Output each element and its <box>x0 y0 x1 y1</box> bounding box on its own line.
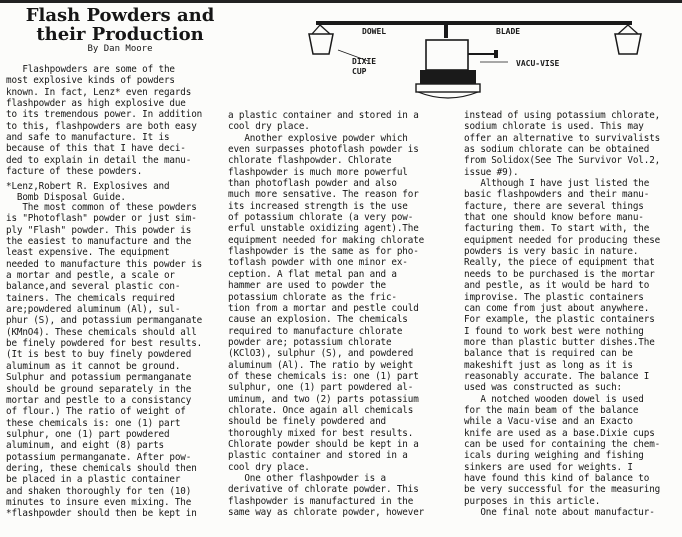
label-dixie: DIXIE <box>352 57 377 66</box>
dowel-beam <box>316 21 632 25</box>
left-cup <box>309 34 333 54</box>
footnote: *Lenz,Robert R. Explosives and Bomb Disposal Guide. <box>6 181 170 204</box>
column-3: instead of using potassium chlorate, sodium chlorate is used. This may offer an alternative to survivalists as sodium chlorate can be obtained from Solidox(See The Survivor Vol.2, issue #9). Although I have just listed the basic flashpowders and their manu- facture, there are several things that one should know before manu- facturing them. To start with, the equipment needed for producing these powders is very basic in nature. Really, the piece of equipment that needs to be purchased is the mortar and pestle, as it would be hard to improvise. The plastic containers can come from just about anywhere. For example, the plastic containers I found to work best were nothing more than plastic butter dishes.The balance that is required can be makeshift just as long as it is reasonably accurate. The balance I used was constructed as such: A notched wooden dowel is used for the main beam of the balance while a Vacu-vise and an Exacto knife are used as a base.Dixie cups can be used for containing the chem- icals during weighing and fishing sinkers are used for weights. I have found this kind of balance to be very successful for the measuring purposes in this article. One final note about manufactur- <box>464 110 661 519</box>
right-cup <box>615 34 641 54</box>
label-blade: BLADE <box>496 27 521 36</box>
label-dowel: DOWEL <box>362 27 387 36</box>
label-cup: CUP <box>352 67 367 76</box>
top-rule <box>0 0 682 3</box>
column-1-intro: Flashpowders are some of the most explosive kinds of powders known. In fact, Lenz* even regards flashpowder as high explosive due to its tremendous power. In addition to this, flashpowders are both easy and safe to manufacture. It is because of this that I have deci- ded to explain in detail the manu- facture of these powders. <box>6 64 203 178</box>
column-1-body: The most common of these powders is "Photoflash" powder or just sim- ply "Flash" powder. This powder is the easiest to manufacture and the least expensive. The equipment needed to manufacture this powder is a mortar and pestle, a scale or balance,and several plastic con- tainers. The chemicals required are;powdered aluminum (Al), sul- phur (S), and potassium permanganate (KMnO4). These chemicals should all be finely powdered for best results. (It is best to buy finely powdered aluminum as it cannot be ground. Sulphur and potassium permanganate should be ground separately in the mortar and pestle to a consistancy of flour.) The ratio of weight of these chemicals is: one (1) part sulphur, one (1) part powdered aluminum, and eight (8) parts potassium permanganate. After pow- dering, these chemicals should then be placed in a plastic container and shaken thoroughly for ten (10) minutes to insure even mixing. The *flashpowder should then be kept in <box>6 202 203 520</box>
column-2: a plastic container and stored in a cool dry place. Another explosive powder which even surpasses photoflash powder is chlorate flashpowder. Chlorate flashpowder is much more powerful than photoflash powder and also much more sensative. The reason for its increased strength is the use of potassium chlorate (a very pow- erful unstable oxidizing agent).The equipment needed for making chlorate flashpowder is the same as for pho- toflash powder with one minor ex- ception. A flat metal pan and a hammer are used to powder the potassium chlorate as the fric- tion from a mortar and pestle could cause an explosion. The chemicals required to manufacture chlorate powder are; potassium chlorate (KClO3), sulphur (S), and powdered aluminum (Al). The ratio by weight of these chemicals is: one (1) part sulphur, one (1) part powdered al- uminum, and two (2) parts potassium chlorate. Once again all chemicals should be finely powdered and thoroughly mixed for best results. Chlorate powder should be kept in a plastic container and stored in a cool dry place. One other flashpowder is a derivative of chlorate powder. This flashpowder is manufactured in the same way as chlorate powder, however <box>228 110 425 519</box>
article-byline: By Dan Moore <box>87 44 153 54</box>
blade <box>444 25 448 38</box>
vacu-vise <box>416 40 498 98</box>
balance-diagram <box>298 4 668 108</box>
label-vacu-vise: VACU-VISE <box>516 59 560 68</box>
article-title: Flash Powders and their Production <box>25 5 215 45</box>
